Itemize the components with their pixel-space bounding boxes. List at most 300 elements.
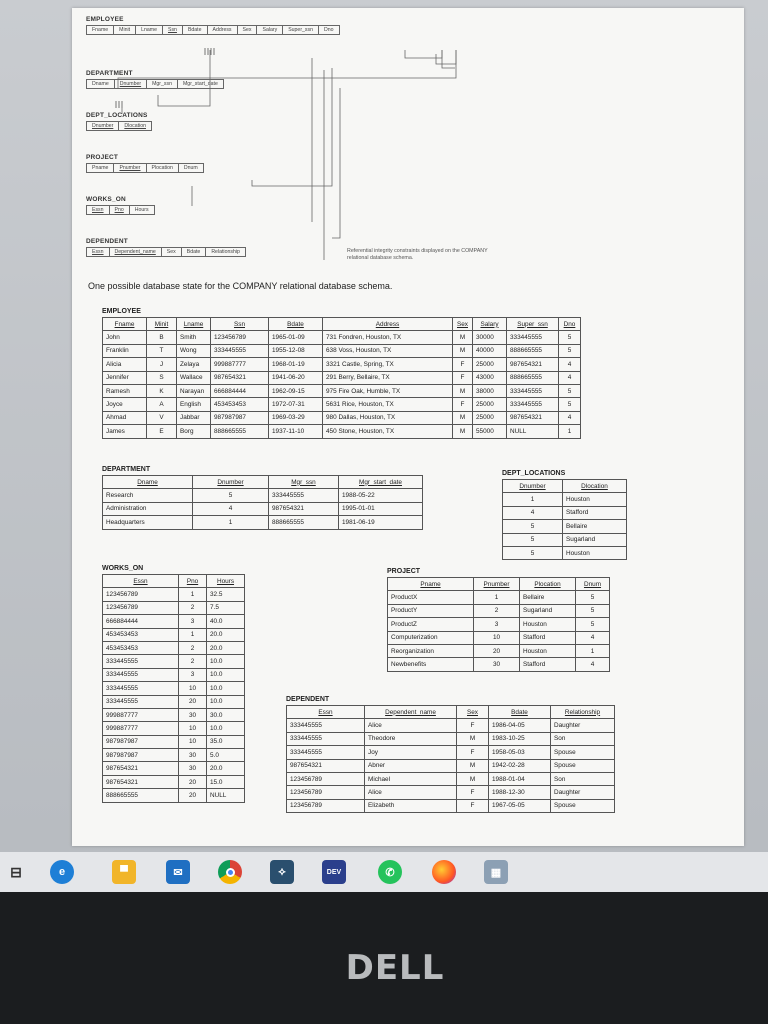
table-cell: 453453453 xyxy=(103,641,179,654)
table-cell: 4 xyxy=(503,506,563,519)
table-cell: F xyxy=(453,371,473,384)
table-cell: 333445555 xyxy=(507,384,559,397)
table-cell: 3 xyxy=(179,615,207,628)
dept-locations-table-title: DEPT_LOCATIONS xyxy=(502,470,566,477)
table-cell: 30 xyxy=(474,658,520,671)
table-cell: Research xyxy=(103,489,193,502)
schema-attribute: Dname xyxy=(87,80,115,88)
table-cell: 3 xyxy=(179,668,207,681)
table-row xyxy=(103,502,423,515)
table-cell: 5 xyxy=(559,384,581,397)
table-cell: 888665555 xyxy=(269,516,339,529)
table-header-row xyxy=(103,476,423,489)
table-cell: Alice xyxy=(365,719,457,732)
table-cell: 43000 xyxy=(473,371,507,384)
table-cell: S xyxy=(147,371,177,384)
table-cell: 123456789 xyxy=(211,331,269,344)
table-cell: F xyxy=(453,358,473,371)
works-on-table-block xyxy=(102,565,245,803)
table-cell: 20 xyxy=(179,695,207,708)
table-cell: 333445555 xyxy=(287,746,365,759)
table-cell: 1 xyxy=(474,591,520,604)
table-row xyxy=(388,618,610,631)
column-header: Essn xyxy=(103,575,179,588)
schema-attribute: Address xyxy=(208,26,238,34)
employee-table-title: EMPLOYEE xyxy=(102,308,141,315)
dept-locations-table xyxy=(502,479,627,560)
schema-attribute: Hours xyxy=(134,207,149,213)
column-header: Dnum xyxy=(576,578,610,591)
table-cell: 1942-02-28 xyxy=(489,759,551,772)
column-header: Dnumber xyxy=(503,480,563,493)
table-cell: 7.5 xyxy=(207,601,245,614)
table-cell: Daughter xyxy=(551,719,615,732)
table-cell: M xyxy=(453,331,473,344)
column-header: Dnumber xyxy=(193,476,269,489)
schema-attribute: Dnumber xyxy=(115,80,147,88)
table-row xyxy=(103,358,581,371)
table-cell: 4 xyxy=(193,502,269,515)
table-row xyxy=(103,516,423,529)
dell-logo: DELL xyxy=(345,948,445,988)
table-row xyxy=(287,772,615,785)
table-cell: Spouse xyxy=(551,799,615,812)
table-cell: 5 xyxy=(576,618,610,631)
table-cell: 2 xyxy=(474,604,520,617)
table-cell: NULL xyxy=(207,789,245,802)
table-row xyxy=(503,533,627,546)
table-cell: 10.0 xyxy=(207,668,245,681)
table-header-row xyxy=(287,706,615,719)
column-header: Pno xyxy=(179,575,207,588)
table-header-row xyxy=(503,480,627,493)
table-cell: Elizabeth xyxy=(365,799,457,812)
state-caption: One possible database state for the COMPANY relational database schema. xyxy=(88,281,393,291)
document-page xyxy=(72,8,744,846)
table-cell: 333445555 xyxy=(269,489,339,502)
table-cell: 333445555 xyxy=(103,655,179,668)
table-cell: 30 xyxy=(179,708,207,721)
column-header: Ssn xyxy=(211,318,269,331)
table-row xyxy=(388,658,610,671)
table-cell: 2 xyxy=(179,655,207,668)
schema-attribute: Bdate xyxy=(183,26,208,34)
edge-icon[interactable]: e xyxy=(50,860,74,884)
table-cell: 1968-01-19 xyxy=(269,358,323,371)
table-cell: 1 xyxy=(179,588,207,601)
table-row xyxy=(103,615,245,628)
table-cell: 25000 xyxy=(473,411,507,424)
table-row xyxy=(287,732,615,745)
table-cell: 1941-06-20 xyxy=(269,371,323,384)
table-cell: 987654321 xyxy=(507,358,559,371)
photos-icon[interactable]: ▦ xyxy=(484,860,508,884)
table-cell: 4 xyxy=(559,371,581,384)
table-cell: 1986-04-05 xyxy=(489,719,551,732)
table-cell: 20.0 xyxy=(207,628,245,641)
table-row xyxy=(287,799,615,812)
table-cell: 2 xyxy=(179,601,207,614)
column-header: Dlocation xyxy=(563,480,627,493)
table-header-row xyxy=(388,578,610,591)
table-cell: Jennifer xyxy=(103,371,147,384)
table-cell: 1 xyxy=(576,644,610,657)
schema-attribute: Minit xyxy=(114,26,136,34)
table-row xyxy=(103,708,245,721)
table-cell: 980 Dallas, Houston, TX xyxy=(323,411,453,424)
table-cell: 1 xyxy=(179,628,207,641)
table-cell: Headquarters xyxy=(103,516,193,529)
schema-attribute: Lname xyxy=(136,26,163,34)
table-row xyxy=(388,604,610,617)
table-cell: Wallace xyxy=(177,371,211,384)
column-header: Hours xyxy=(207,575,245,588)
table-cell: 10 xyxy=(179,682,207,695)
column-header: Sex xyxy=(457,706,489,719)
table-cell: 333445555 xyxy=(211,344,269,357)
table-row xyxy=(103,384,581,397)
table-cell: 4 xyxy=(576,658,610,671)
table-row xyxy=(103,682,245,695)
employee-table-block xyxy=(102,308,581,439)
table-cell: Wong xyxy=(177,344,211,357)
column-header: Minit xyxy=(147,318,177,331)
task-view-icon[interactable]: ⊟ xyxy=(10,863,22,880)
table-cell: 5 xyxy=(503,520,563,533)
schema-attribute: Dnumber xyxy=(87,122,119,130)
table-cell: 123456789 xyxy=(287,799,365,812)
table-cell: Spouse xyxy=(551,746,615,759)
table-cell: Alicia xyxy=(103,358,147,371)
table-cell: 1983-10-25 xyxy=(489,732,551,745)
column-header: Pname xyxy=(388,578,474,591)
table-cell: 333445555 xyxy=(287,732,365,745)
schema-attribute: Salary xyxy=(257,26,283,34)
table-cell: 888665555 xyxy=(211,425,269,438)
table-cell: 5 xyxy=(503,546,563,559)
table-row xyxy=(388,644,610,657)
table-row xyxy=(503,506,627,519)
column-header: Mgr_start_date xyxy=(339,476,423,489)
table-cell: Sugarland xyxy=(563,533,627,546)
table-row xyxy=(103,789,245,802)
table-cell: 1937-11-10 xyxy=(269,425,323,438)
table-cell: Michael xyxy=(365,772,457,785)
table-cell: Houston xyxy=(520,618,576,631)
table-cell: 123456789 xyxy=(287,786,365,799)
table-cell: 40.0 xyxy=(207,615,245,628)
schema-relation-title: DEPARTMENT xyxy=(86,70,133,77)
table-cell: 666884444 xyxy=(211,384,269,397)
table-cell: 1 xyxy=(503,493,563,506)
table-cell: 5 xyxy=(503,533,563,546)
table-cell: 1958-05-03 xyxy=(489,746,551,759)
table-cell: 333445555 xyxy=(103,695,179,708)
table-cell: Administration xyxy=(103,502,193,515)
column-header: Fname xyxy=(103,318,147,331)
table-cell: 987987987 xyxy=(103,749,179,762)
table-cell: 1955-12-08 xyxy=(269,344,323,357)
file-explorer-icon[interactable]: ▀ xyxy=(112,860,136,884)
table-cell: Ahmad xyxy=(103,411,147,424)
table-cell: F xyxy=(457,786,489,799)
schema-attribute: Super_ssn xyxy=(283,26,319,34)
table-cell: 15.0 xyxy=(207,775,245,788)
table-cell: 1988-01-04 xyxy=(489,772,551,785)
table-cell: A xyxy=(147,398,177,411)
table-row xyxy=(503,493,627,506)
table-cell: F xyxy=(457,746,489,759)
table-cell: Houston xyxy=(563,546,627,559)
table-cell: 5631 Rice, Houston, TX xyxy=(323,398,453,411)
schema-attribute: Sex xyxy=(162,248,182,256)
table-cell: 4 xyxy=(559,411,581,424)
referential-integrity-arrows xyxy=(72,8,744,278)
table-cell: Abner xyxy=(365,759,457,772)
department-table xyxy=(102,475,423,530)
table-cell: Borg xyxy=(177,425,211,438)
table-cell: Stafford xyxy=(520,658,576,671)
column-header: Relationship xyxy=(551,706,615,719)
table-cell: 1969-03-29 xyxy=(269,411,323,424)
employee-table xyxy=(102,317,581,439)
schema-attribute: Mgr_ssn xyxy=(147,80,178,88)
table-cell: 10.0 xyxy=(207,682,245,695)
table-row xyxy=(103,775,245,788)
table-row xyxy=(503,520,627,533)
column-header: Plocation xyxy=(520,578,576,591)
table-cell: ProductY xyxy=(388,604,474,617)
whatsapp-icon[interactable]: ✆ xyxy=(378,860,402,884)
table-cell: Son xyxy=(551,772,615,785)
mail-icon[interactable]: ✉ xyxy=(166,860,190,884)
table-cell: English xyxy=(177,398,211,411)
table-cell: 453453453 xyxy=(103,628,179,641)
column-header: Super_ssn xyxy=(507,318,559,331)
table-cell: 1962-09-15 xyxy=(269,384,323,397)
table-cell: Stafford xyxy=(520,631,576,644)
column-header: Mgr_ssn xyxy=(269,476,339,489)
table-cell: 10 xyxy=(179,722,207,735)
project-table-block xyxy=(387,568,610,672)
table-cell: 888665555 xyxy=(507,371,559,384)
table-cell: 123456789 xyxy=(103,588,179,601)
table-row xyxy=(103,398,581,411)
table-cell: E xyxy=(147,425,177,438)
column-header: Address xyxy=(323,318,453,331)
table-cell: 987987987 xyxy=(211,411,269,424)
table-cell: K xyxy=(147,384,177,397)
table-cell: 999887777 xyxy=(211,358,269,371)
table-cell: 35.0 xyxy=(207,735,245,748)
table-cell: 40000 xyxy=(473,344,507,357)
table-cell: Zelaya xyxy=(177,358,211,371)
schema-attribute: Ssn xyxy=(163,26,183,34)
table-cell: Smith xyxy=(177,331,211,344)
dev-icon[interactable]: DEV xyxy=(322,860,346,884)
table-cell: 30 xyxy=(179,762,207,775)
schema-attribute: Dno xyxy=(324,27,334,33)
table-cell: 638 Voss, Houston, TX xyxy=(323,344,453,357)
table-cell: James xyxy=(103,425,147,438)
table-row xyxy=(287,786,615,799)
table-cell: 123456789 xyxy=(287,772,365,785)
table-cell: 30000 xyxy=(473,331,507,344)
table-row xyxy=(103,588,245,601)
table-cell: Daughter xyxy=(551,786,615,799)
table-cell: 5 xyxy=(576,604,610,617)
chrome-icon[interactable] xyxy=(218,860,242,884)
table-cell: V xyxy=(147,411,177,424)
table-cell: Jabbar xyxy=(177,411,211,424)
app-icon[interactable]: ⟡ xyxy=(270,860,294,884)
schema-attribute: Essn xyxy=(87,248,110,256)
works-on-table-title: WORKS_ON xyxy=(102,565,144,572)
schema-attribute: Dependent_name xyxy=(110,248,162,256)
table-cell: 55000 xyxy=(473,425,507,438)
table-cell: 4 xyxy=(576,631,610,644)
table-cell: 4 xyxy=(559,358,581,371)
table-cell: Houston xyxy=(563,493,627,506)
table-cell: Newbenefits xyxy=(388,658,474,671)
column-header: Dname xyxy=(103,476,193,489)
schema-attribute: Fname xyxy=(87,26,114,34)
table-cell: J xyxy=(147,358,177,371)
table-cell: 5 xyxy=(559,398,581,411)
table-cell: 5 xyxy=(559,344,581,357)
schema-caption: Referential integrity constraints displayed on the COMPANY relational database schema. xyxy=(347,248,488,261)
table-row xyxy=(103,489,423,502)
table-cell: 987654321 xyxy=(287,759,365,772)
table-cell: 1981-06-19 xyxy=(339,516,423,529)
table-cell: 20 xyxy=(474,644,520,657)
table-cell: 987987987 xyxy=(103,735,179,748)
table-cell: 987654321 xyxy=(211,371,269,384)
column-header: Dno xyxy=(559,318,581,331)
table-cell: 1988-05-22 xyxy=(339,489,423,502)
table-row xyxy=(103,371,581,384)
table-cell: 30.0 xyxy=(207,708,245,721)
column-header: Dependent_name xyxy=(365,706,457,719)
table-row xyxy=(103,628,245,641)
table-cell: F xyxy=(453,398,473,411)
schema-attribute: Pno xyxy=(110,206,130,214)
table-row xyxy=(103,735,245,748)
table-cell: M xyxy=(453,411,473,424)
column-header: Sex xyxy=(453,318,473,331)
table-row xyxy=(287,719,615,732)
table-row xyxy=(103,722,245,735)
column-header: Salary xyxy=(473,318,507,331)
table-cell: Alice xyxy=(365,786,457,799)
schema-relation-title: DEPT_LOCATIONS xyxy=(86,112,148,119)
schema-attribute: Bdate xyxy=(182,248,207,256)
project-table xyxy=(387,577,610,672)
table-cell: 5.0 xyxy=(207,749,245,762)
table-cell: T xyxy=(147,344,177,357)
table-row xyxy=(388,631,610,644)
table-row xyxy=(287,746,615,759)
table-cell: 20 xyxy=(179,775,207,788)
table-cell: Son xyxy=(551,732,615,745)
table-cell: Franklin xyxy=(103,344,147,357)
table-row xyxy=(103,641,245,654)
table-row xyxy=(103,749,245,762)
table-cell: Joyce xyxy=(103,398,147,411)
table-cell: Bellaire xyxy=(520,591,576,604)
table-cell: John xyxy=(103,331,147,344)
table-cell: Spouse xyxy=(551,759,615,772)
table-cell: 1965-01-09 xyxy=(269,331,323,344)
table-cell: 10.0 xyxy=(207,695,245,708)
table-cell: 450 Stone, Houston, TX xyxy=(323,425,453,438)
table-row xyxy=(103,331,581,344)
schema-attribute: Pnumber xyxy=(114,164,146,172)
schema-relation-title: WORKS_ON xyxy=(86,196,126,203)
column-header: Pnumber xyxy=(474,578,520,591)
table-cell: 38000 xyxy=(473,384,507,397)
schema-relation-title: EMPLOYEE xyxy=(86,16,124,23)
table-cell: 10 xyxy=(474,631,520,644)
table-cell: 731 Fondren, Houston, TX xyxy=(323,331,453,344)
table-cell: ProductX xyxy=(388,591,474,604)
table-cell: Sugarland xyxy=(520,604,576,617)
table-row xyxy=(103,668,245,681)
table-cell: 987654321 xyxy=(507,411,559,424)
table-cell: 20.0 xyxy=(207,762,245,775)
table-cell: M xyxy=(453,384,473,397)
table-cell: 3321 Castle, Spring, TX xyxy=(323,358,453,371)
table-cell: 987654321 xyxy=(103,762,179,775)
table-cell: 5 xyxy=(559,331,581,344)
schema-attribute: Sex xyxy=(238,26,258,34)
column-header: Lname xyxy=(177,318,211,331)
schema-attribute: Plocation xyxy=(147,164,179,172)
firefox-icon[interactable] xyxy=(432,860,456,884)
table-cell: 888665555 xyxy=(103,789,179,802)
table-row xyxy=(103,344,581,357)
dept-locations-table-block xyxy=(502,470,627,560)
table-cell: 1 xyxy=(559,425,581,438)
schema-attribute: Dlocation xyxy=(124,123,146,129)
table-cell: 123456789 xyxy=(103,601,179,614)
schema-attribute: Pname xyxy=(87,164,114,172)
table-row xyxy=(103,762,245,775)
column-header: Bdate xyxy=(269,318,323,331)
table-cell: M xyxy=(453,344,473,357)
table-cell: 25000 xyxy=(473,398,507,411)
project-table-title: PROJECT xyxy=(387,568,421,575)
table-cell: NULL xyxy=(507,425,559,438)
table-cell: 987654321 xyxy=(269,502,339,515)
table-cell: 987654321 xyxy=(103,775,179,788)
table-cell: M xyxy=(453,425,473,438)
table-cell: M xyxy=(457,732,489,745)
schema-relation-title: DEPENDENT xyxy=(86,238,128,245)
table-cell: Joy xyxy=(365,746,457,759)
schema-attribute: Relationship xyxy=(211,249,240,255)
table-cell: M xyxy=(457,772,489,785)
windows-taskbar xyxy=(0,852,768,892)
table-cell: 333445555 xyxy=(287,719,365,732)
table-cell: Narayan xyxy=(177,384,211,397)
table-cell: 10.0 xyxy=(207,722,245,735)
table-header-row xyxy=(103,318,581,331)
table-cell: Reorganization xyxy=(388,644,474,657)
table-cell: 5 xyxy=(193,489,269,502)
table-cell: 666884444 xyxy=(103,615,179,628)
table-cell: 1988-12-30 xyxy=(489,786,551,799)
